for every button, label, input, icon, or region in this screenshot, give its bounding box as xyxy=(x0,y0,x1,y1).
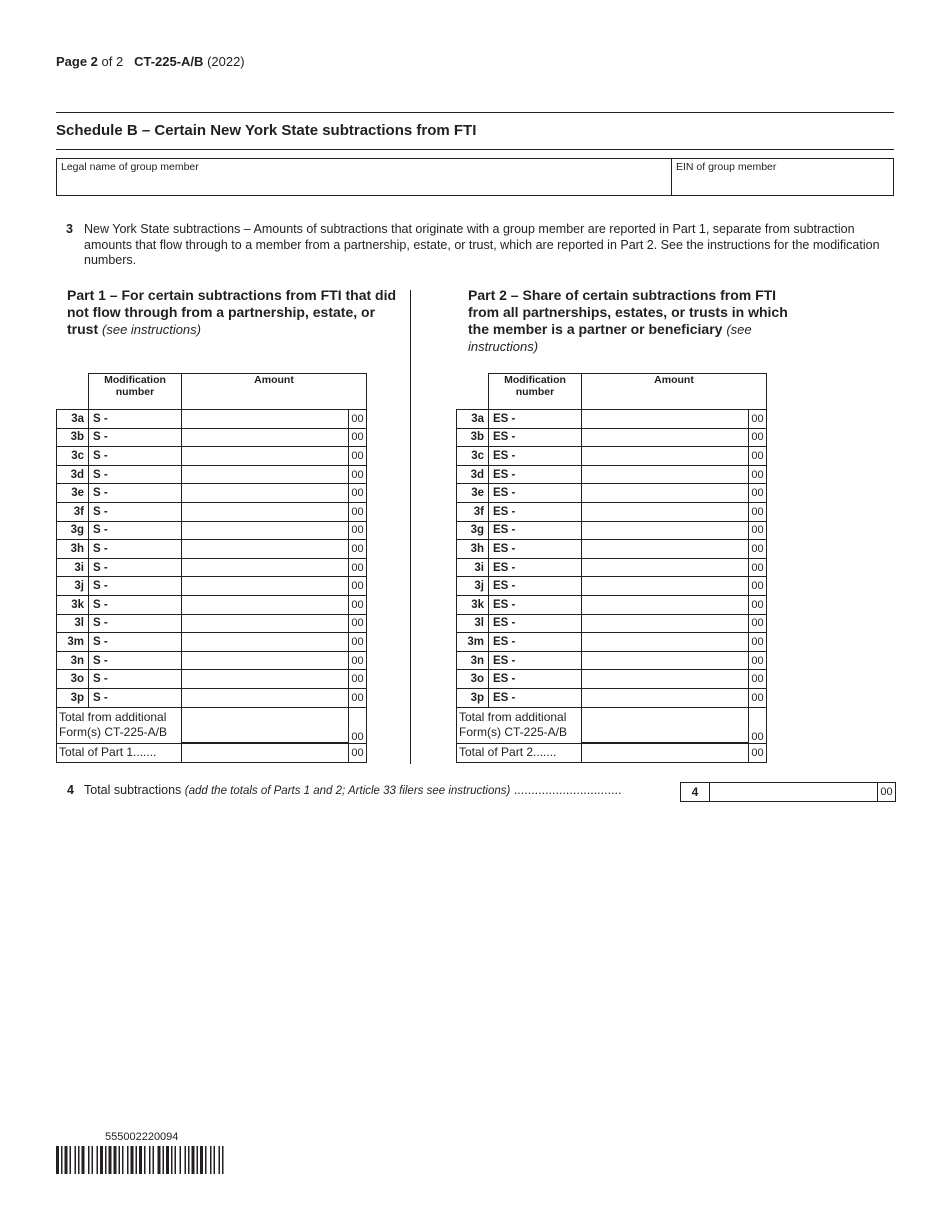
modification-number-field[interactable]: S - xyxy=(89,651,182,670)
cents: 00 xyxy=(349,614,367,633)
table-row xyxy=(457,670,767,689)
line-code: 3o xyxy=(457,670,489,689)
table-row xyxy=(457,447,767,466)
amount-field[interactable] xyxy=(582,410,749,429)
cents: 00 xyxy=(349,540,367,559)
legal-name-label: Legal name of group member xyxy=(61,161,199,173)
cents: 00 xyxy=(349,465,367,484)
total-additional-amount-field[interactable] xyxy=(582,707,749,743)
amount-field[interactable] xyxy=(182,410,349,429)
line-code: 3e xyxy=(457,484,489,503)
cents: 00 xyxy=(349,595,367,614)
total-additional-label: Total from additional Form(s) CT-225-A/B xyxy=(57,707,182,743)
ein-label: EIN of group member xyxy=(676,161,777,173)
line-code: 3n xyxy=(57,651,89,670)
amount-field[interactable] xyxy=(182,577,349,596)
modification-number-field[interactable]: S - xyxy=(89,558,182,577)
cents: 00 xyxy=(749,521,767,540)
cents: 00 xyxy=(349,688,367,707)
amount-field[interactable] xyxy=(582,447,749,466)
line-3-instructions xyxy=(56,222,896,269)
table-row xyxy=(57,502,367,521)
cents: 00 xyxy=(349,484,367,503)
form-number: CT-225-A/B xyxy=(134,54,204,69)
modification-number-field[interactable]: ES - xyxy=(489,540,582,559)
part1-header-row xyxy=(57,374,367,410)
total-row xyxy=(57,743,367,762)
line-code: 3m xyxy=(57,633,89,652)
table-row xyxy=(57,410,367,429)
table-row xyxy=(457,540,767,559)
modification-number-field[interactable]: ES - xyxy=(489,651,582,670)
table-row xyxy=(457,521,767,540)
part1-note: (see instructions) xyxy=(102,322,201,337)
table-row xyxy=(57,521,367,540)
total-amount-field[interactable] xyxy=(582,743,749,762)
total-row xyxy=(457,743,767,762)
modification-number-field[interactable]: ES - xyxy=(489,614,582,633)
modification-number-field[interactable]: ES - xyxy=(489,502,582,521)
part1-table xyxy=(56,373,367,763)
line-code: 3c xyxy=(457,447,489,466)
amount-field[interactable] xyxy=(582,502,749,521)
line-3-number: 3 xyxy=(66,222,73,236)
table-row xyxy=(457,428,767,447)
amount-field[interactable] xyxy=(182,595,349,614)
table-row xyxy=(457,651,767,670)
modification-number-field[interactable]: S - xyxy=(89,688,182,707)
modification-number-field[interactable]: S - xyxy=(89,447,182,466)
modification-number-field[interactable]: ES - xyxy=(489,484,582,503)
modification-number-field[interactable]: ES - xyxy=(489,428,582,447)
cents: 00 xyxy=(349,707,367,743)
cents: 00 xyxy=(749,447,767,466)
table-row xyxy=(57,688,367,707)
table-row xyxy=(57,633,367,652)
amount-field[interactable] xyxy=(182,670,349,689)
table-row xyxy=(57,595,367,614)
col-modification-number: Modification number xyxy=(89,374,182,410)
line-code: 3p xyxy=(57,688,89,707)
table-row xyxy=(457,577,767,596)
page-of: of 2 xyxy=(101,54,124,69)
line-code: 3o xyxy=(57,670,89,689)
modification-number-field[interactable]: S - xyxy=(89,465,182,484)
amount-field[interactable] xyxy=(582,484,749,503)
line-4-label: Total subtractions xyxy=(84,783,182,797)
cents: 00 xyxy=(349,670,367,689)
part2-title-text: Part 2 – Share of certain subtractions from FTI from all partnerships, estates, or trusts in which the member is a partner or beneficiary xyxy=(468,287,788,337)
line-code: 3c xyxy=(57,447,89,466)
modification-number-field[interactable]: ES - xyxy=(489,521,582,540)
part2-title xyxy=(468,287,798,355)
amount-field[interactable] xyxy=(582,540,749,559)
amount-field[interactable] xyxy=(582,428,749,447)
cents: 00 xyxy=(349,743,367,762)
modification-number-field[interactable]: S - xyxy=(89,484,182,503)
header-spacer xyxy=(57,374,89,410)
cents: 00 xyxy=(749,410,767,429)
cents: 00 xyxy=(749,670,767,689)
cents: 00 xyxy=(749,707,767,743)
table-row xyxy=(57,465,367,484)
amount-field[interactable] xyxy=(182,484,349,503)
amount-field[interactable] xyxy=(582,465,749,484)
line-4-number: 4 xyxy=(67,783,74,797)
amount-field[interactable] xyxy=(582,633,749,652)
line-4-box xyxy=(680,782,896,802)
legal-name-field[interactable] xyxy=(57,159,671,195)
modification-number-field[interactable]: ES - xyxy=(489,633,582,652)
line-code: 3d xyxy=(457,465,489,484)
amount-field[interactable] xyxy=(182,688,349,707)
cents: 00 xyxy=(349,447,367,466)
line-code: 3k xyxy=(57,595,89,614)
amount-field[interactable] xyxy=(182,558,349,577)
cents: 00 xyxy=(749,614,767,633)
part2-header-row xyxy=(457,374,767,410)
cents: 00 xyxy=(749,651,767,670)
cents: 00 xyxy=(349,502,367,521)
amount-field[interactable] xyxy=(182,651,349,670)
line-code: 3p xyxy=(457,688,489,707)
cents: 00 xyxy=(749,540,767,559)
line-code: 3l xyxy=(457,614,489,633)
amount-field[interactable] xyxy=(582,521,749,540)
cents: 00 xyxy=(749,465,767,484)
line-4-amount-field[interactable] xyxy=(710,783,878,801)
modification-number-field[interactable]: ES - xyxy=(489,410,582,429)
amount-field[interactable] xyxy=(582,558,749,577)
cents: 00 xyxy=(349,651,367,670)
amount-field[interactable] xyxy=(582,651,749,670)
modification-number-field[interactable]: ES - xyxy=(489,595,582,614)
cents: 00 xyxy=(349,410,367,429)
amount-field[interactable] xyxy=(582,595,749,614)
line-code: 3e xyxy=(57,484,89,503)
part2-note: (see instructions) xyxy=(468,322,752,354)
member-info-box xyxy=(56,158,894,196)
table-row xyxy=(457,410,767,429)
amount-field[interactable] xyxy=(182,465,349,484)
amount-field[interactable] xyxy=(182,521,349,540)
line-code: 3a xyxy=(457,410,489,429)
modification-number-field[interactable]: ES - xyxy=(489,577,582,596)
table-row xyxy=(57,447,367,466)
form-year: (2022) xyxy=(207,54,245,69)
amount-field[interactable] xyxy=(182,428,349,447)
barcode-number: 555002220094 xyxy=(105,1131,179,1143)
cents: 00 xyxy=(749,502,767,521)
cents: 00 xyxy=(349,633,367,652)
amount-field[interactable] xyxy=(182,540,349,559)
total-additional-label: Total from additional Form(s) CT-225-A/B xyxy=(457,707,582,743)
line-4-box-number: 4 xyxy=(681,783,710,801)
modification-number-field[interactable]: ES - xyxy=(489,670,582,689)
part2-table xyxy=(456,373,767,763)
amount-field[interactable] xyxy=(582,688,749,707)
line-code: 3h xyxy=(57,540,89,559)
amount-field[interactable] xyxy=(582,577,749,596)
modification-number-field[interactable]: S - xyxy=(89,633,182,652)
col-modification-number: Modification number xyxy=(489,374,582,410)
amount-field[interactable] xyxy=(582,614,749,633)
table-row xyxy=(457,614,767,633)
table-row xyxy=(57,558,367,577)
line-4-text xyxy=(84,783,622,797)
schedule-title: Schedule B – Certain New York State subtractions from FTI xyxy=(56,122,477,139)
line-code: 3g xyxy=(57,521,89,540)
line-3-text: New York State subtractions – Amounts of subtractions that originate with a group member are reported in Part 1, separate from subtraction amounts that flow through to a member from a partnership, estate, or trust, which are reported in Part 2. See the instructions for the modification numbers. xyxy=(84,222,880,267)
table-row xyxy=(57,577,367,596)
modification-number-field[interactable]: ES - xyxy=(489,688,582,707)
parts-divider xyxy=(410,290,411,764)
table-row xyxy=(57,484,367,503)
top-rule xyxy=(56,112,894,113)
cents: 00 xyxy=(749,428,767,447)
modification-number-field[interactable]: S - xyxy=(89,577,182,596)
cents: 00 xyxy=(749,577,767,596)
table-row xyxy=(457,633,767,652)
line-code: 3g xyxy=(457,521,489,540)
line-code: 3b xyxy=(57,428,89,447)
modification-number-field[interactable]: S - xyxy=(89,502,182,521)
amount-field[interactable] xyxy=(182,633,349,652)
title-rule xyxy=(56,149,894,150)
table-row xyxy=(457,595,767,614)
line-code: 3i xyxy=(457,558,489,577)
total-additional-row xyxy=(57,707,367,743)
page-header xyxy=(56,54,245,69)
amount-field[interactable] xyxy=(182,447,349,466)
line-code: 3d xyxy=(57,465,89,484)
line-code: 3j xyxy=(457,577,489,596)
total-label: Total of Part 2....... xyxy=(457,743,582,762)
part1-title xyxy=(67,287,407,338)
line-code: 3n xyxy=(457,651,489,670)
modification-number-field[interactable]: S - xyxy=(89,540,182,559)
table-row xyxy=(57,428,367,447)
table-row xyxy=(57,670,367,689)
line-code: 3f xyxy=(57,502,89,521)
amount-field[interactable] xyxy=(182,614,349,633)
total-additional-amount-field[interactable] xyxy=(182,707,349,743)
modification-number-field[interactable]: S - xyxy=(89,595,182,614)
table-row xyxy=(457,558,767,577)
amount-field[interactable] xyxy=(182,502,349,521)
line-code: 3f xyxy=(457,502,489,521)
modification-number-field[interactable]: ES - xyxy=(489,558,582,577)
modification-number-field[interactable]: ES - xyxy=(489,465,582,484)
cents: 00 xyxy=(749,743,767,762)
cents: 00 xyxy=(749,595,767,614)
header-spacer xyxy=(457,374,489,410)
table-row xyxy=(57,540,367,559)
line-code: 3a xyxy=(57,410,89,429)
page-number: Page 2 xyxy=(56,54,98,69)
modification-number-field[interactable]: S - xyxy=(89,410,182,429)
table-row xyxy=(57,614,367,633)
line-code: 3l xyxy=(57,614,89,633)
cents: 00 xyxy=(749,633,767,652)
ein-field[interactable] xyxy=(672,159,893,195)
line-code: 3j xyxy=(57,577,89,596)
line-code: 3k xyxy=(457,595,489,614)
total-label: Total of Part 1....... xyxy=(57,743,182,762)
part1-title-text: Part 1 – For certain subtractions from FTI that did not flow through from a partnership, estate, or trust xyxy=(67,287,397,337)
cents: 00 xyxy=(349,428,367,447)
col-amount: Amount xyxy=(182,374,367,410)
line-code: 3i xyxy=(57,558,89,577)
modification-number-field[interactable]: S - xyxy=(89,670,182,689)
cents: 00 xyxy=(749,558,767,577)
cents: 00 xyxy=(349,521,367,540)
total-amount-field[interactable] xyxy=(182,743,349,762)
cents: 00 xyxy=(349,577,367,596)
line-4-cents: 00 xyxy=(880,786,893,798)
barcode xyxy=(56,1146,240,1174)
modification-number-field[interactable]: ES - xyxy=(489,447,582,466)
modification-number-field[interactable]: S - xyxy=(89,614,182,633)
table-row xyxy=(457,465,767,484)
line-code: 3b xyxy=(457,428,489,447)
modification-number-field[interactable]: S - xyxy=(89,428,182,447)
line-4-leader: ............................... xyxy=(513,783,622,797)
line-code: 3h xyxy=(457,540,489,559)
cents: 00 xyxy=(749,484,767,503)
cents: 00 xyxy=(349,558,367,577)
table-row xyxy=(457,502,767,521)
line-4-note: (add the totals of Parts 1 and 2; Article 33 filers see instructions) xyxy=(184,785,511,797)
modification-number-field[interactable]: S - xyxy=(89,521,182,540)
amount-field[interactable] xyxy=(582,670,749,689)
table-row xyxy=(457,484,767,503)
col-amount: Amount xyxy=(582,374,767,410)
table-row xyxy=(457,688,767,707)
total-additional-row xyxy=(457,707,767,743)
cents: 00 xyxy=(749,688,767,707)
line-code: 3m xyxy=(457,633,489,652)
table-row xyxy=(57,651,367,670)
